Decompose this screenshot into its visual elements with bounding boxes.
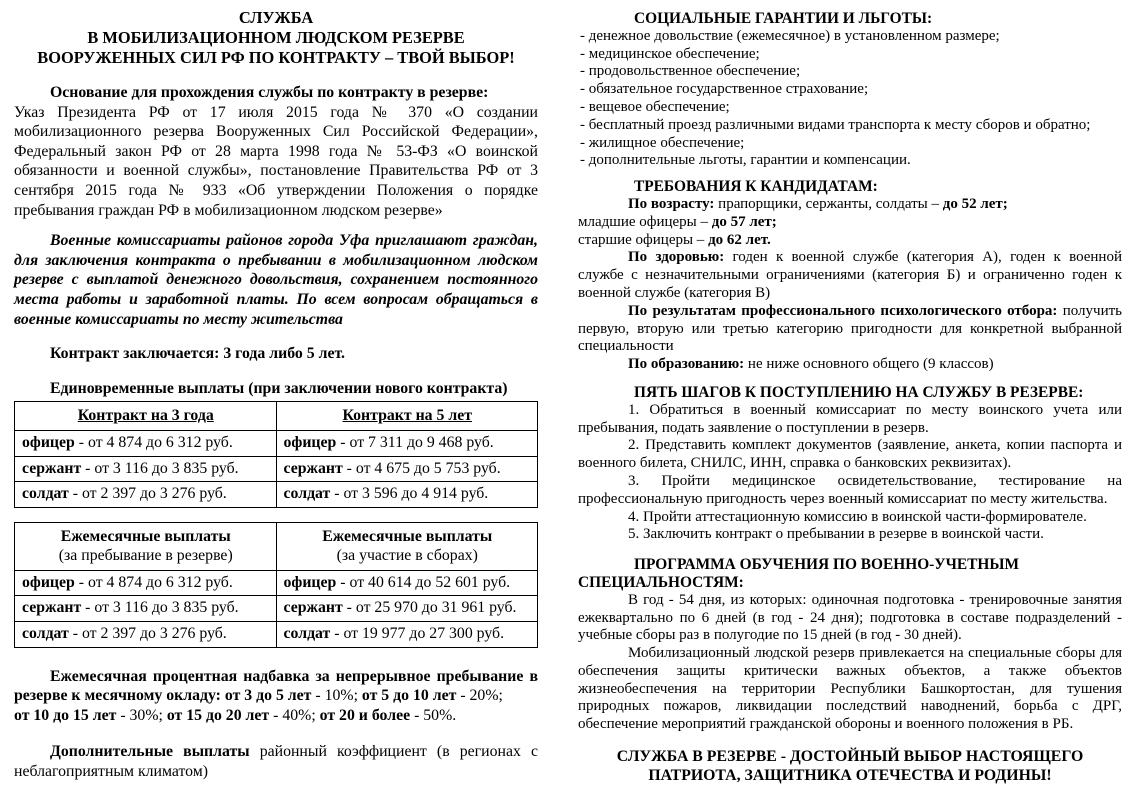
rank-label: солдат	[22, 485, 69, 503]
onetime-row-soldier	[15, 482, 538, 508]
rank-label: сержант	[283, 599, 343, 617]
age-senior-limit: до 62 лет.	[708, 231, 771, 248]
monthly-col2-title: Ежемесячные выплаты	[322, 527, 493, 545]
rank-label: офицер	[22, 433, 75, 451]
psych-label: По результатам профессионального психологического отбора:	[628, 302, 1058, 319]
onetime-col2-header-text: Контракт на 5 лет	[342, 407, 473, 425]
bonus-reg-2: - 20%;	[456, 687, 503, 705]
benefit-item: - медицинское обеспечение;	[580, 45, 760, 62]
age-senior-text: старшие офицеры –	[578, 231, 709, 248]
benefit-item: - вещевое обеспечение;	[580, 98, 730, 115]
training-program-heading-line1: ПРОГРАММА ОБУЧЕНИЯ ПО ВОЕННО-УЧЕТНЫМ	[634, 556, 1020, 574]
onetime-payments-caption: Единовременные выплаты (при заключении нового контракта)	[50, 379, 508, 397]
contract-term: Контракт заключается: 3 года либо 5 лет.	[50, 345, 345, 363]
requirements-heading: ТРЕБОВАНИЯ К КАНДИДАТАМ:	[634, 178, 878, 196]
monthly-cell	[15, 570, 277, 596]
requirement-psychological	[578, 303, 1122, 356]
document-title	[14, 8, 538, 68]
monthly-row-soldier	[15, 622, 538, 648]
step-item-1: 1. Обратиться в военный комиссариат по месту воинского учета или пребывания, подать заявление о поступлении в резерв.	[578, 401, 1122, 436]
benefit-item: - обязательное государственное страхование;	[580, 81, 869, 98]
seniority-bonus-paragraph	[14, 667, 538, 706]
social-benefits-list	[578, 28, 1122, 170]
step-item-3: 3. Пройти медицинское освидетельствование, тестирование на профессиональную пригодность через военный комиссариат по месту жительства.	[578, 472, 1122, 507]
onetime-cell	[15, 482, 277, 508]
additional-payments-text: районный коэффициент (в регионах с неблагоприятным климатом)	[14, 743, 538, 781]
invitation-paragraph: Военные комиссариаты районов города Уфа приглашают граждан, для заключения контракта о пребывании в мобилизационном людском резерве с выплатой денежного довольствия, сохранением постоянного места работы и заработной платы. По всем вопросам обращаться в военные комиссариаты по месту жительства	[14, 232, 538, 328]
closing-slogan	[578, 747, 1122, 785]
rank-label: офицер	[283, 573, 337, 591]
onetime-header-row	[15, 402, 538, 431]
social-benefits-heading: СОЦИАЛЬНЫЕ ГАРАНТИИ И ЛЬГОТЫ:	[634, 10, 933, 27]
step-item-5: 5. Заключить контракт о пребывании в резерве в воинской части.	[628, 526, 1044, 543]
title-line-3: ВООРУЖЕННЫХ СИЛ РФ ПО КОНТРАКТУ – ТВОЙ ВЫБОР!	[37, 48, 515, 67]
step-item-4: 4. Пройти аттестационную комиссию в воинской части-формирователе.	[628, 508, 1087, 525]
title-line-1: СЛУЖБА	[238, 8, 314, 27]
health-label: По здоровью:	[628, 249, 725, 266]
benefit-item: - денежное довольствие (ежемесячное) в установленном размере;	[580, 27, 1000, 44]
amount-text: - от 7 311 до 9 468 руб.	[336, 433, 494, 451]
onetime-cell	[276, 430, 538, 456]
monthly-payments-table	[14, 522, 538, 648]
bonus-bold-5: от 20 и более	[319, 706, 411, 724]
right-column	[578, 6, 1122, 784]
bonus-reg-1: - 10%;	[311, 687, 362, 705]
rank-label: сержант	[22, 599, 82, 617]
monthly-col1-header	[15, 522, 277, 570]
monthly-cell	[15, 596, 277, 622]
age-limit: до 52 лет;	[942, 195, 1008, 212]
education-label: По образованию:	[628, 356, 745, 373]
age-junior-limit: до 57 лет;	[711, 213, 777, 230]
amount-text: - от 40 614 до 52 601 руб.	[336, 573, 511, 591]
step-item-2: 2. Представить комплект документов (заявление, анкета, копии паспорта и военного билета, СНИЛС, ИНН, справка о банковских реквизитах).	[578, 437, 1122, 472]
amount-text: - от 3 596 до 4 914 руб.	[330, 485, 489, 503]
training-program-paragraph-1: В год - 54 дня, из которых: одиночная подготовка - тренировочные занятия ежеквартально по 6 дней (в год - 24 дня); подготовка в составе подразделений - учебные сборы раз в полугодие по 15 дней (в год - 30 дней).	[578, 591, 1122, 644]
benefit-item: - дополнительные льготы, гарантии и компенсации.	[580, 152, 911, 169]
training-program-heading-line2: СПЕЦИАЛЬНОСТЯМ:	[578, 573, 744, 591]
bonus-bold-1: Ежемесячная процентная надбавка за непрерывное пребывание в резерве к месячному окладу: от 3 до 5 лет	[14, 667, 538, 705]
age-label: По возрасту:	[628, 195, 715, 212]
monthly-header-row	[15, 522, 538, 570]
monthly-row-officer	[15, 570, 538, 596]
bonus-bold-2: от 5 до 10 лет	[361, 687, 457, 705]
bonus-bold-4: от 15 до 20 лет	[166, 706, 270, 724]
bonus-bold-3: от 10 до 15 лет	[14, 706, 117, 724]
onetime-row-officer	[15, 430, 538, 456]
onetime-cell	[276, 456, 538, 482]
monthly-col2-subtitle: (за участие в сборах)	[336, 547, 478, 565]
additional-payments-label: Дополнительные выплаты	[50, 743, 250, 761]
amount-text: - от 3 116 до 3 835 руб.	[81, 599, 239, 617]
bonus-reg-3: - 30%;	[116, 706, 167, 724]
bonus-reg-5: - 50%.	[410, 706, 457, 724]
amount-text: - от 4 675 до 5 753 руб.	[342, 459, 501, 477]
rank-label: сержант	[22, 459, 82, 477]
requirement-education	[578, 356, 1122, 374]
basis-heading: Основание для прохождения службы по контракту в резерве:	[50, 84, 489, 101]
onetime-col1-header-text: Контракт на 3 года	[77, 407, 214, 425]
onetime-row-sergeant	[15, 456, 538, 482]
title-line-2: В МОБИЛИЗАЦИОННОМ ЛЮДСКОМ РЕЗЕРВЕ	[87, 28, 465, 47]
additional-payments-paragraph	[14, 742, 538, 781]
left-column	[14, 6, 538, 784]
onetime-payments-table	[14, 401, 538, 507]
training-program-heading	[578, 556, 1122, 592]
amount-text: - от 25 970 до 31 961 руб.	[342, 599, 517, 617]
training-program-paragraph-2: Мобилизационный людской резерв привлекается на специальные сборы для обеспечения защиты критически важных объектов, а также объектов жизнеобеспечения на территории Республики Башкортостан, для тушения природных пожаров, ликвидации последствий наводнений, борьба с ДРГ, обеспечение мероприятий гражданской обороны и военного положения в РБ.	[578, 645, 1122, 733]
amount-text: - от 4 874 до 6 312 руб.	[74, 573, 233, 591]
onetime-cell	[15, 430, 277, 456]
amount-text: - от 4 874 до 6 312 руб.	[74, 433, 233, 451]
benefit-item: - бесплатный проезд различными видами транспорта к месту сборов и обратно;	[580, 116, 1091, 133]
rank-label: солдат	[22, 625, 69, 643]
age-text: прапорщики, сержанты, солдаты –	[714, 195, 943, 212]
rank-label: солдат	[283, 485, 331, 503]
bonus-reg-4: - 40%;	[269, 706, 320, 724]
rank-label: сержант	[283, 459, 343, 477]
monthly-cell	[15, 622, 277, 648]
rank-label: офицер	[22, 573, 75, 591]
age-junior-text: младшие офицеры –	[578, 213, 712, 230]
closing-slogan-line2: ПАТРИОТА, ЗАЩИТНИКА ОТЕЧЕСТВА И РОДИНЫ!	[648, 767, 1052, 785]
requirement-age-junior-officers	[578, 214, 1122, 232]
benefit-item: - продовольственное обеспечение;	[580, 63, 801, 80]
benefit-item: - жилищное обеспечение;	[580, 134, 745, 151]
monthly-col1-subtitle: (за пребывание в резерве)	[58, 547, 233, 565]
monthly-cell	[276, 596, 538, 622]
onetime-cell	[276, 482, 538, 508]
rank-label: солдат	[283, 625, 331, 643]
monthly-cell	[276, 570, 538, 596]
health-text: годен к военной службе (категория А), годен к военной службе с незначительными ограничениями (категория Б) и ограниченно годен к военной службе (категория В)	[578, 249, 1122, 301]
five-steps-heading: ПЯТЬ ШАГОВ К ПОСТУПЛЕНИЮ НА СЛУЖБУ В РЕЗЕРВЕ:	[634, 383, 1084, 401]
monthly-row-sergeant	[15, 596, 538, 622]
requirement-age-senior-officers	[578, 232, 1122, 250]
amount-text: - от 3 116 до 3 835 руб.	[81, 459, 239, 477]
closing-slogan-line1: СЛУЖБА В РЕЗЕРВЕ - ДОСТОЙНЫЙ ВЫБОР НАСТОЯЩЕГО	[616, 748, 1084, 766]
monthly-col2-header	[276, 522, 538, 570]
monthly-col1-title: Ежемесячные выплаты	[60, 527, 231, 545]
amount-text: - от 2 397 до 3 276 руб.	[68, 625, 227, 643]
monthly-cell	[276, 622, 538, 648]
onetime-cell	[15, 456, 277, 482]
seniority-bonus-line2	[14, 706, 538, 726]
requirement-health	[578, 249, 1122, 302]
requirement-age	[578, 196, 1122, 214]
amount-text: - от 2 397 до 3 276 руб.	[68, 485, 227, 503]
psych-text: получить первую, вторую или третью категорию пригодности для конкретной выбранной специальности	[578, 302, 1122, 355]
rank-label: офицер	[283, 433, 337, 451]
education-text: не ниже основного общего (9 классов)	[744, 356, 994, 373]
onetime-col1-header	[15, 402, 277, 431]
onetime-col2-header	[276, 402, 538, 431]
basis-text: Указ Президента РФ от 17 июля 2015 года № 370 «О создании мобилизационного резерва Вооруженных Сил Российской Федерации», Федеральный закон РФ от 28 марта 1998 года № 53-ФЗ «О воинской обязанности и военной службы», постановление Правительства РФ от 3 сентября 2015 года № 933 «Об утверждении Положения о порядке пребывания граждан РФ в мобилизационном людском резерве»	[14, 103, 538, 219]
amount-text: - от 19 977 до 27 300 руб.	[330, 625, 505, 643]
